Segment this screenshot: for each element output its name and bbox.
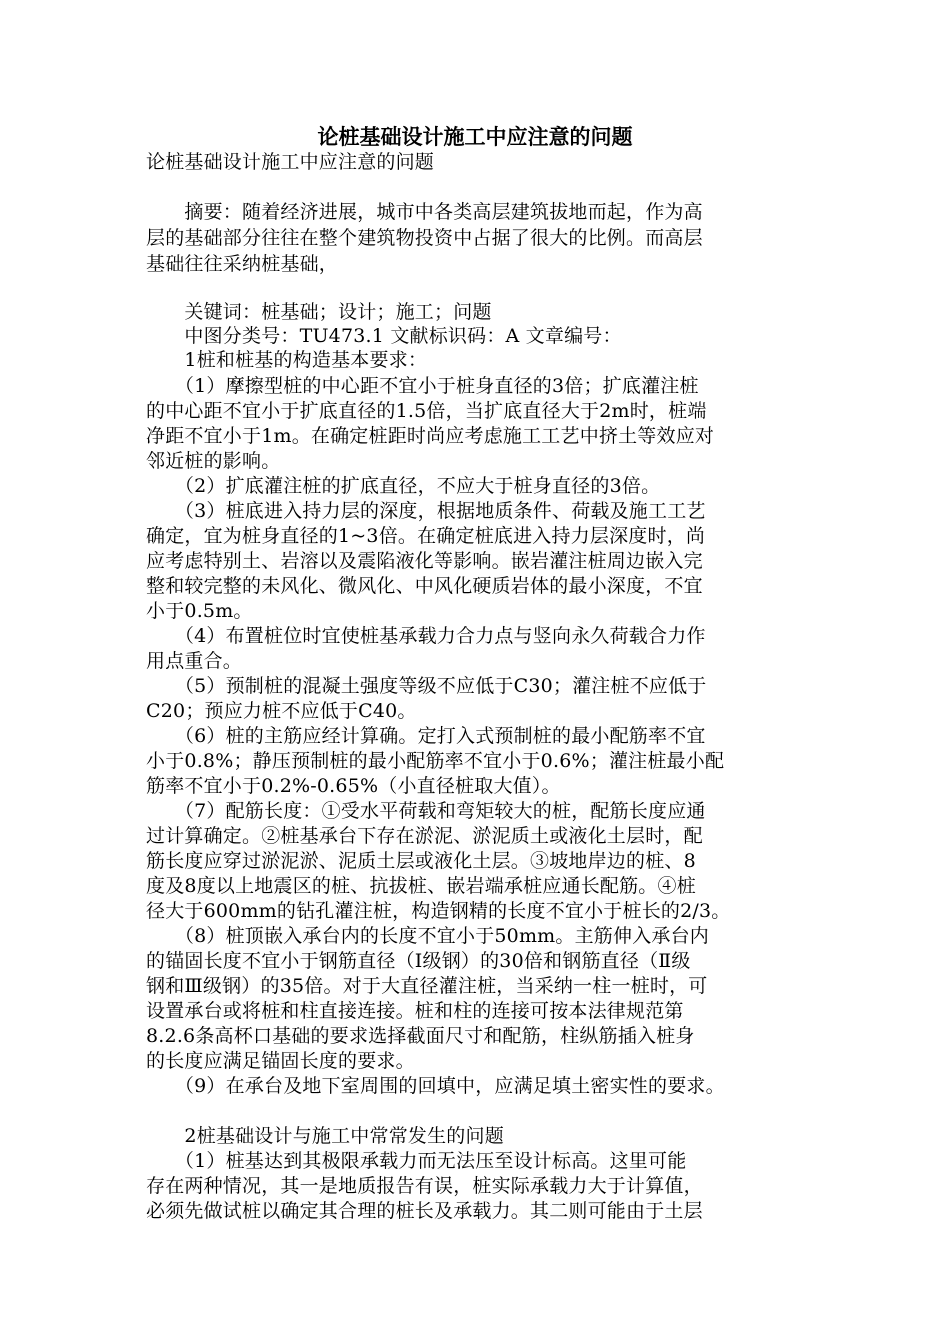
paragraph-line: 设置承台或将桩和柱直接连接。桩和柱的连接可按本法律规范第 — [146, 1000, 684, 1022]
paragraph-line: 净距不宜小于1m。在确定桩距时尚应考虑施工工艺中挤土等效应对 — [146, 425, 715, 447]
paragraph-line: （1）桩基达到其极限承载力而无法压至设计标高。这里可能 — [146, 1150, 687, 1172]
section-heading: 2桩基础设计与施工中常常发生的问题 — [146, 1125, 504, 1147]
section-heading: 1桩和桩基的构造基本要求： — [146, 349, 428, 371]
paragraph-line: 过计算确定。②桩基承台下存在淤泥、淤泥质土或液化土层时，配 — [146, 825, 703, 847]
paragraph-line: 筋长度应穿过淤泥淤、泥质土层或液化土层。③坡地岸边的桩、8 — [146, 850, 696, 872]
paragraph-line: 存在两种情况，其一是地质报告有误，桩实际承载力大于计算值， — [146, 1175, 703, 1197]
paragraph-line: 必须先做试桩以确定其合理的桩长及承载力。其二则可能由于土层 — [146, 1200, 703, 1222]
paragraph-line: （1）摩擦型桩的中心距不宜小于桩身直径的3倍；扩底灌注桩 — [146, 375, 699, 397]
paragraph-line: 邻近桩的影响。 — [146, 450, 281, 472]
abstract-line: 层的基础部分往往在整个建筑物投资中占据了很大的比例。而高层 — [146, 227, 703, 249]
paragraph-line: C20；预应力桩不应低于C40。 — [146, 700, 417, 722]
paragraph-line: 的中心距不宜小于扩底直径的1.5倍，当扩底直径大于2m时，桩端 — [146, 400, 707, 422]
paragraph-line: （2）扩底灌注桩的扩底直径，不应大于桩身直径的3倍。 — [146, 475, 661, 497]
document-title: 论桩基础设计施工中应注意的问题 — [317, 125, 633, 149]
keywords-line: 关键词：桩基础；设计；施工；问题 — [146, 301, 492, 323]
paragraph-line: 径大于600mm的钻孔灌注桩，构造钢精的长度不宜小于桩长的2/3。 — [146, 900, 731, 922]
paragraph-line: （9）在承台及地下室周围的回填中，应满足填土密实性的要求。 — [146, 1075, 725, 1097]
paragraph-line: （6）桩的主筋应经计算确。定打入式预制桩的最小配筋率不宜 — [146, 725, 706, 747]
paragraph-line: （4）布置桩位时宜使桩基承载力合力点与竖向永久荷载合力作 — [146, 625, 706, 647]
paragraph-line: 用点重合。 — [146, 650, 243, 672]
paragraph-line: （3）桩底进入持力层的深度，根据地质条件、荷载及施工工艺 — [146, 500, 706, 522]
paragraph-line: 筋率不宜小于0.2%-0.65%（小直径桩取大值）。 — [146, 775, 561, 797]
paragraph-line: 的锚固长度不宜小于钢筋直径（Ⅰ级钢）的30倍和钢筋直径（Ⅱ级 — [146, 950, 691, 972]
paragraph-line: 8.2.6条高杯口基础的要求选择截面尺寸和配筋，柱纵筋插入桩身 — [146, 1025, 695, 1047]
paragraph-line: （7）配筋长度：①受水平荷载和弯矩较大的桩，配筋长度应通 — [146, 800, 706, 822]
classification-line: 中图分类号：TU473.1 文献标识码：A 文章编号： — [146, 325, 622, 347]
paragraph-line: 应考虑特别土、岩溶以及震陷液化等影响。嵌岩灌注桩周边嵌入完 — [146, 550, 703, 572]
paragraph-line: 度及8度以上地震区的桩、抗拔桩、嵌岩端承桩应通长配筋。④桩 — [146, 875, 696, 897]
paragraph-line: 的长度应满足锚固长度的要求。 — [146, 1050, 415, 1072]
abstract-line: 基础往往采纳桩基础， — [146, 253, 339, 275]
paragraph-line: 小于0.8%；静压预制桩的最小配筋率不宜小于0.6%；灌注桩最小配 — [146, 750, 725, 772]
paragraph-line: 确定，宜为桩身直径的1~3倍。在确定桩底进入持力层深度时，尚 — [146, 525, 706, 547]
paragraph-line: （5）预制桩的混凝土强度等级不应低于C30；灌注桩不应低于 — [146, 675, 707, 697]
abstract-line: 摘要：随着经济进展，城市中各类高层建筑拔地而起，作为高 — [146, 201, 703, 223]
paragraph-line: （8）桩顶嵌入承台内的长度不宜小于50mm。主筋伸入承台内 — [146, 925, 709, 947]
paragraph-line: 小于0.5m。 — [146, 600, 253, 622]
paragraph-line: 钢和Ⅲ级钢）的35倍。对于大直径灌注桩，当采纳一柱一桩时，可 — [146, 975, 708, 997]
subtitle-line: 论桩基础设计施工中应注意的问题 — [146, 151, 435, 173]
paragraph-line: 整和较完整的未风化、微风化、中风化硬质岩体的最小深度，不宜 — [146, 575, 703, 597]
